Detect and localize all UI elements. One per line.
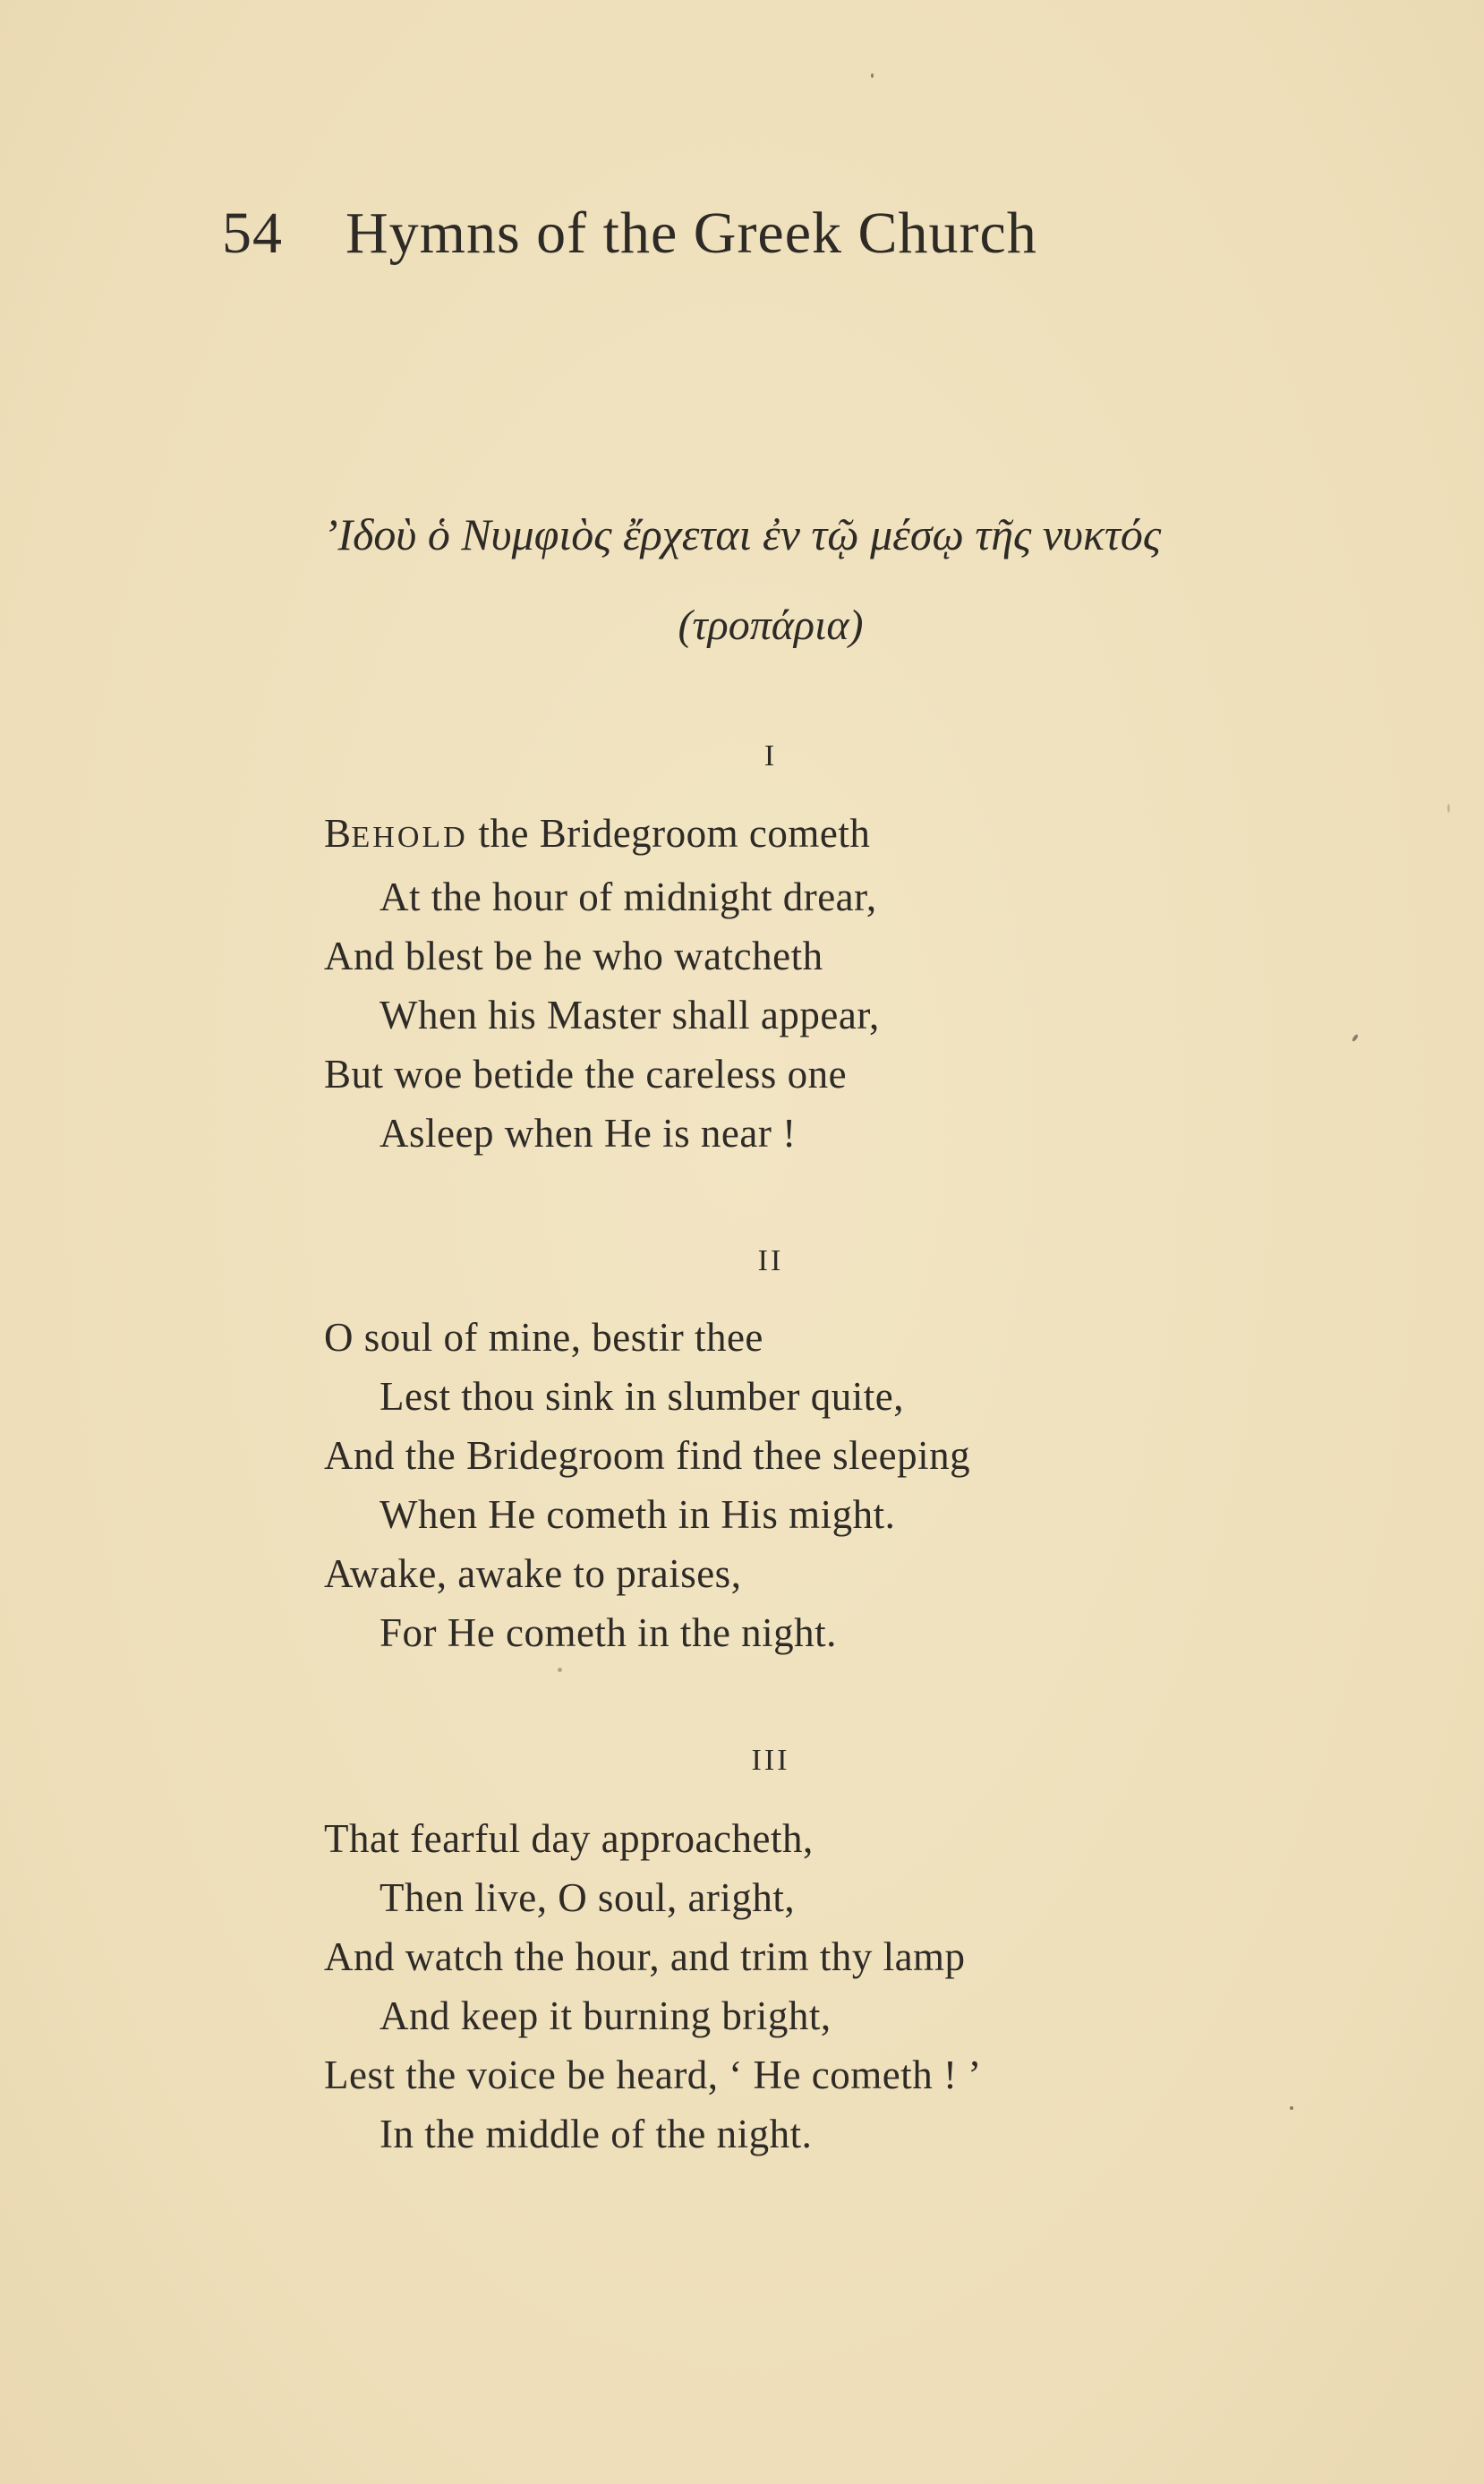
paper-speck — [1352, 1034, 1359, 1043]
stanza-line: O soul of mine, bestir thee — [324, 1315, 763, 1360]
stanza-line: Awake, awake to praises, — [324, 1551, 742, 1596]
stanza-line: That fearful day approacheth, — [324, 1816, 814, 1861]
paper-speck — [871, 73, 874, 78]
drop-initial: B — [324, 811, 352, 856]
stanza-line: Lest thou sink in slumber quite, — [380, 1374, 904, 1419]
small-caps-word: EHOLD — [351, 821, 468, 854]
paper-speck — [1447, 804, 1450, 813]
paper-speck — [558, 1668, 562, 1672]
stanza-line: But woe betide the careless one — [324, 1052, 848, 1097]
stanza-line: When his Master shall appear, — [380, 993, 880, 1037]
page-number: 54 — [222, 201, 283, 266]
stanza-line — [324, 804, 880, 867]
stanza-line: And keep it burning bright, — [380, 1993, 832, 2038]
running-title: Hymns of the Greek Church — [345, 201, 1037, 266]
stanza-line: Asleep when He is near ! — [380, 1111, 797, 1156]
hymn-greek-title: ’Ιδοὺ ὁ Νυμφιὸς ἔρχεται ἐν τῷ μέσῳ τῆς νυκτός — [322, 509, 1162, 559]
stanza-2 — [324, 1308, 970, 1662]
stanza-line: Then live, O soul, aright, — [380, 1875, 796, 1920]
stanza-line: And blest be he who watcheth — [324, 934, 823, 978]
stanza-line: When He cometh in His might. — [380, 1492, 896, 1537]
paper-speck — [1290, 2106, 1293, 2110]
stanza-line: Lest the voice be heard, ‘ He cometh ! ’ — [324, 2053, 982, 2097]
stanza-line: In the middle of the night. — [380, 2112, 813, 2156]
stanza-line: And the Bridegroom find thee sleeping — [324, 1433, 971, 1478]
hymn-greek-subtitle: (τροπάρια) — [678, 602, 864, 649]
stanza-1 — [324, 804, 880, 1163]
stanza-line: At the hour of midnight drear, — [380, 875, 877, 919]
stanza-line: For He cometh in the night. — [380, 1610, 837, 1655]
first-line-text: the Bridegroom cometh — [467, 811, 871, 856]
stanza-line: And watch the hour, and trim thy lamp — [324, 1934, 966, 1979]
stanza-3 — [324, 1809, 982, 2164]
stanza-numeral-2: II — [757, 1244, 784, 1277]
stanza-numeral-1: I — [763, 739, 778, 773]
running-head — [222, 201, 1037, 266]
stanza-numeral-3: III — [751, 1744, 790, 1777]
